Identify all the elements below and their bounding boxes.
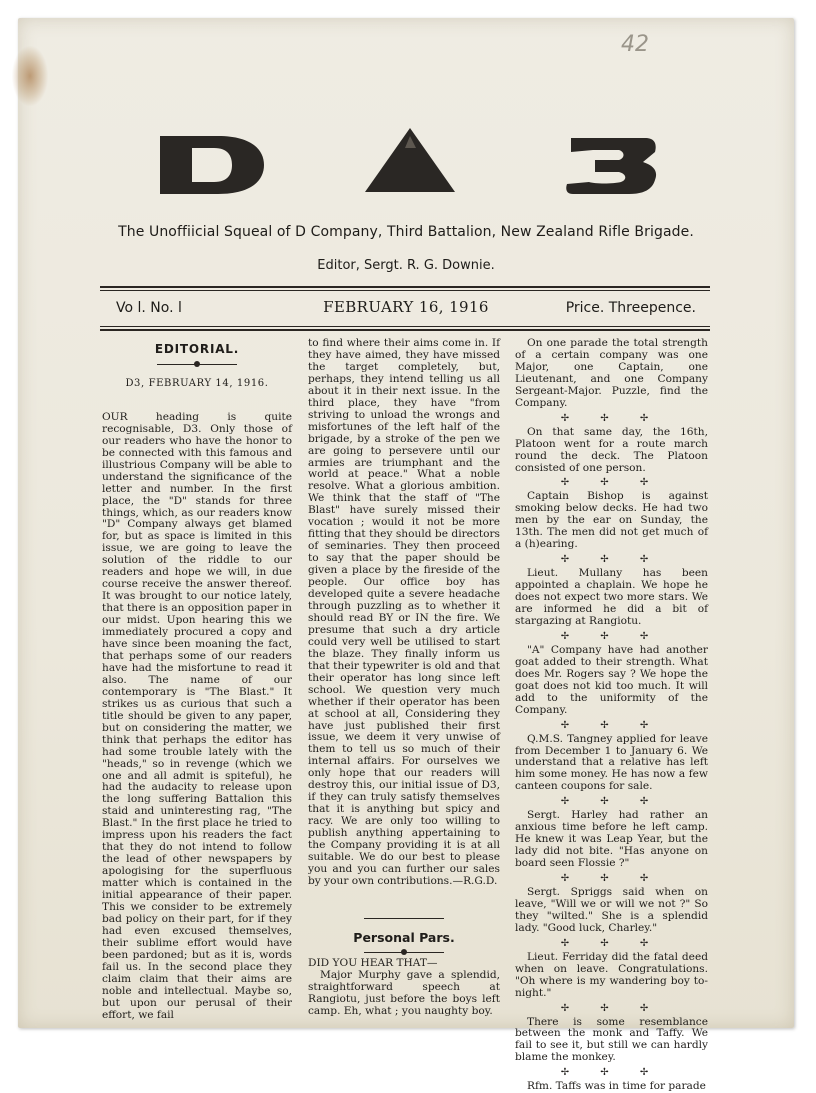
issue-price: Price. Threepence.	[565, 300, 696, 316]
par-item: Sergt. Spriggs said when on leave, "Will we or will we not ?" So they "wilted." She is a splendid lady. "Good luck, Charley."	[515, 885, 708, 934]
ornament-separator: ✢ ✢ ✢	[560, 1002, 663, 1014]
ornament-separator: ✢ ✢ ✢	[560, 796, 663, 808]
rust-stain	[12, 46, 48, 106]
par-item: There is some resemblance between the monk and Taffy. We fail to see it, but still we can hardly blame the monkey.	[515, 1015, 708, 1064]
rule-top-thin	[100, 290, 710, 291]
ornament-separator: ✢ ✢ ✢	[560, 1067, 663, 1079]
masthead-letter-d	[156, 134, 266, 196]
ornament-separator: ✢ ✢ ✢	[560, 937, 663, 949]
par-item: Lieut. Mullany has been appointed a chaplain. We hope he does not expect two more stars. We are informed he did a bit of stargazing at Rangiotu.	[515, 567, 708, 627]
par-item: On that same day, the 16th, Platoon went for a route march round the deck. The Platoon consisted of one person.	[515, 425, 708, 474]
editorial-dateline: D3, FEBRUARY 14, 1916.	[125, 377, 269, 389]
ornament-separator: ✢ ✢ ✢	[560, 873, 663, 885]
par-item: Q.M.S. Tangney applied for leave from December 1 to January 6. We understand that a relative has left him some money. He has now a few canteen coupons for sale.	[515, 732, 708, 793]
masthead-subtitle: The Unoffiicial Squeal of D Company, Third Battalion, New Zealand Rifle Brigade.	[118, 224, 694, 240]
masthead-triangle-emblem	[363, 126, 457, 194]
issue-date: FEBRUARY 16, 1916	[323, 298, 489, 316]
personal-pars-intro: DID YOU HEAR THAT—	[308, 956, 438, 969]
rule-bottom	[100, 329, 710, 331]
par-item: Captain Bishop is against smoking below decks. He had two men by the ear on Sunday, the 13th. The men did not get much of a (h)earing.	[515, 490, 708, 551]
ornament-separator: ✢ ✢ ✢	[560, 630, 663, 642]
ornament-separator: ✢ ✢ ✢	[560, 554, 663, 566]
par-item: Sergt. Harley had rather an anxious time before he left camp. He knew it was Leap Year, but the lady did not bite. "Has anyone on board seen Flossie ?"	[515, 809, 708, 870]
column-middle	[308, 338, 500, 1018]
issue-bar	[18, 298, 794, 324]
ornament-rule-top	[364, 914, 444, 924]
par-item: Lieut. Ferriday did the fatal deed when on leave. Congratulations. "Oh where is my wandering boy to-night."	[515, 950, 708, 999]
column-editorial	[102, 338, 292, 1022]
par-item: On one parade the total strength of a certain company was one Major, one Captain, one Lieutenant, and one Company Sergeant-Major. Puzzle, find the Company.	[515, 337, 708, 409]
personal-par-first: Major Murphy gave a splendid, straightforward speech at Rangiotu, just before the boys left camp. Eh, what ; you naughty boy.	[308, 968, 500, 1017]
editorial-body: OUR heading is quite recognisable, D3. Only those of our readers who have the honor to be connected with this famous and illustrious Company will be able to understand the significance of the letter and number. In the first place, the "D" stands for three things, which, as our readers know "D" Company always get blamed for, but as space is limited in this issue, we are going to leave the solution of the riddle to our readers and hope we will, in due course receive the answer thereof. It was brought to our notice lately, that there is an opposition paper in our midst. Upon hearing this we immediately procured a copy and have since been moaning the fact, that perhaps some of our readers have had the misfortune to read it also. The name of our contemporary is "The Blast." It strikes us as curious that such a title should be given to any paper, but on considering the matter, we think that perhaps the editor has had some trouble lately with the "heads," so in revenge (which we one and all admit is spiteful), he had the audacity to release upon the long suffering Battalion this staid and uninteresting rag, "The Blast." In the first place he tried to impress upon his readers the fact that they do not intend to follow the lead of other newspapers by apologising for the superfluous matter which is contained in the initial appearance of their paper. This we consider to be extremely bad policy on their part, for if they had even excused themselves, their sublime effort would have been pardoned; but as it is, words fail us. In the second place they claim claim that their aims are noble and intellectual. Maybe so, but upon our perusal of their effort, we fail	[102, 410, 292, 1021]
issue-volume: Vo l. No. l	[116, 300, 182, 316]
editorial-heading: EDITORIAL.	[154, 342, 240, 356]
editor-credit: Editor, Sergt. R. G. Downie.	[317, 258, 495, 273]
editorial-continued: to find where their aims come in. If they have aimed, they have missed the target completely, but, perhaps, they intend telling us all about it in their next issue. In the third place, they have "from striving to unload the wrongs and misfortunes of the left half of the brigade, by a stroke of the pen we are going to persevere until our armies are triumphant and the world at peace." What a noble resolve. What a glorious ambition. We think that the staff of "The Blast" have surely missed their vocation ; would it not be more fitting that they should be directors of seminaries. They then proceed to say that the paper should be given a place by the fireside of the people. Our office boy has developed quite a severe headache through puzzling as to whether it should read BY or IN the fire. We presume that such a dry article could very well be utilised to start the blaze. They finally inform us that their typewriter is old and that their operator has long since left school. We question very much whether if their operator has been at school at all, Considering they have just published their first issue, we deem it very unwise of them to tell us so much of their internal affairs. For ourselves we only hope that our readers will destroy this, our initial issue of D3, if they can truly satisfy themselves that it is anything but spicy and racy. We are only too willing to publish anything appertaining to the Company providing it is at all suitable. We do our best to please you and you can further our sales by your own contributions.—R.G.D.	[308, 337, 500, 887]
par-item: Rfm. Taffs was in time for parade	[527, 1080, 706, 1093]
column-pars	[515, 338, 708, 1093]
ornament-separator: ✢ ✢ ✢	[560, 719, 663, 731]
masthead	[18, 134, 794, 198]
ornament-rule	[364, 948, 444, 958]
ornament-separator: ✢ ✢ ✢	[560, 477, 663, 489]
rule-top	[100, 286, 710, 288]
par-item: "A" Company have had another goat added to their strength. What does Mr. Rogers say ? We hope the goat does not kid too much. It will add to the uniformity of the Company.	[515, 643, 708, 716]
ornament-rule	[157, 360, 237, 370]
page-number: 42	[621, 32, 649, 57]
newspaper-page	[18, 18, 794, 1093]
masthead-numeral-3	[563, 134, 659, 196]
ornament-separator: ✢ ✢ ✢	[560, 412, 663, 424]
personal-pars-heading: Personal Pars.	[353, 929, 455, 945]
rule-bottom-thin	[100, 326, 710, 327]
